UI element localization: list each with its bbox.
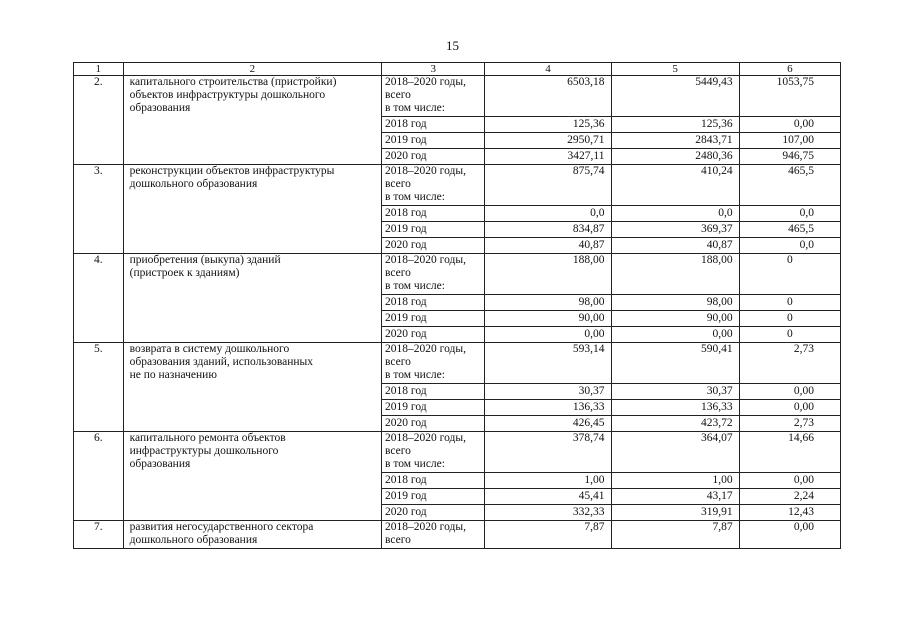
value-col4: 125,36 xyxy=(485,117,611,133)
item-number: 4. xyxy=(74,254,124,343)
value-col4: 0,0 xyxy=(485,206,611,222)
item-description-line: образования зданий, использованных xyxy=(129,356,314,368)
period-cell xyxy=(382,432,485,473)
period-line: всего xyxy=(385,89,411,101)
value-col4: 378,74 xyxy=(485,432,611,473)
item-description xyxy=(123,432,381,521)
item-description-line: капитального строительства (пристройки) xyxy=(129,76,337,88)
value-col6: 2,73 xyxy=(739,416,840,432)
value-col5: 43,17 xyxy=(611,489,739,505)
value-col6: 0,0 xyxy=(739,238,840,254)
item-number: 2. xyxy=(74,76,124,165)
period-cell xyxy=(382,343,485,384)
value-col5: 364,07 xyxy=(611,432,739,473)
value-col6: 12,43 xyxy=(739,505,840,521)
value-col6: 2,73 xyxy=(739,343,840,384)
value-col4: 0,00 xyxy=(485,327,611,343)
column-number: 1 xyxy=(74,63,124,76)
year-label: 2019 год xyxy=(382,222,485,238)
value-col4: 834,87 xyxy=(485,222,611,238)
value-col6: 107,00 xyxy=(739,133,840,149)
item-description-line: дошкольного образования xyxy=(129,534,258,546)
year-label: 2020 год xyxy=(382,149,485,165)
value-col6: 0 xyxy=(739,311,840,327)
column-number: 2 xyxy=(123,63,381,76)
value-col4: 90,00 xyxy=(485,311,611,327)
value-col6: 0,00 xyxy=(739,473,840,489)
year-label: 2020 год xyxy=(382,416,485,432)
period-line: всего xyxy=(385,445,411,457)
period-line: 2018–2020 годы, xyxy=(385,254,466,266)
value-col5: 1,00 xyxy=(611,473,739,489)
table-row xyxy=(74,76,841,117)
value-col6: 0 xyxy=(739,327,840,343)
value-col4: 1,00 xyxy=(485,473,611,489)
value-col5: 136,33 xyxy=(611,400,739,416)
value-col6: 465,5 xyxy=(739,222,840,238)
period-line: в том числе: xyxy=(385,369,445,381)
value-col4: 593,14 xyxy=(485,343,611,384)
period-line: всего xyxy=(385,267,411,279)
period-cell xyxy=(382,254,485,295)
year-label: 2018 год xyxy=(382,295,485,311)
page-number: 15 xyxy=(446,38,459,53)
item-description-line: не по назначению xyxy=(129,369,217,381)
period-line: всего xyxy=(385,356,411,368)
value-col4: 30,37 xyxy=(485,384,611,400)
value-col5: 5449,43 xyxy=(611,76,739,117)
year-label: 2018 год xyxy=(382,117,485,133)
period-line: всего xyxy=(385,178,411,190)
column-number: 5 xyxy=(611,63,739,76)
value-col4: 426,45 xyxy=(485,416,611,432)
value-col4: 45,41 xyxy=(485,489,611,505)
year-label: 2019 год xyxy=(382,489,485,505)
item-description-line: капитального ремонта объектов xyxy=(129,432,286,444)
value-col5: 40,87 xyxy=(611,238,739,254)
value-col4: 7,87 xyxy=(485,521,611,549)
item-number: 6. xyxy=(74,432,124,521)
year-label: 2018 год xyxy=(382,206,485,222)
table-row xyxy=(74,254,841,295)
column-number: 6 xyxy=(739,63,840,76)
period-cell xyxy=(382,521,485,549)
item-description-line: инфраструктуры дошкольного xyxy=(129,445,279,457)
period-line: всего xyxy=(385,534,411,546)
value-col5: 7,87 xyxy=(611,521,739,549)
value-col6: 1053,75 xyxy=(739,76,840,117)
value-col5: 2480,36 xyxy=(611,149,739,165)
year-label: 2018 год xyxy=(382,384,485,400)
column-number-row xyxy=(74,63,841,76)
value-col5: 590,41 xyxy=(611,343,739,384)
value-col5: 319,91 xyxy=(611,505,739,521)
item-description-line: объектов инфраструктуры дошкольного xyxy=(129,89,326,101)
value-col5: 125,36 xyxy=(611,117,739,133)
year-label: 2020 год xyxy=(382,238,485,254)
item-description xyxy=(123,165,381,254)
value-col6: 2,24 xyxy=(739,489,840,505)
value-col4: 2950,71 xyxy=(485,133,611,149)
value-col5: 90,00 xyxy=(611,311,739,327)
financing-table xyxy=(73,62,841,549)
period-line: в том числе: xyxy=(385,280,445,292)
period-line: в том числе: xyxy=(385,191,445,203)
period-line: 2018–2020 годы, xyxy=(385,343,466,355)
period-line: 2018–2020 годы, xyxy=(385,432,466,444)
value-col6: 14,66 xyxy=(739,432,840,473)
value-col5: 423,72 xyxy=(611,416,739,432)
year-label: 2020 год xyxy=(382,505,485,521)
value-col5: 410,24 xyxy=(611,165,739,206)
value-col4: 875,74 xyxy=(485,165,611,206)
value-col6: 0 xyxy=(739,254,840,295)
table-row xyxy=(74,343,841,384)
value-col6: 0,00 xyxy=(739,117,840,133)
value-col4: 98,00 xyxy=(485,295,611,311)
value-col6: 0 xyxy=(739,295,840,311)
year-label: 2019 год xyxy=(382,400,485,416)
item-description-line: возврата в систему дошкольного xyxy=(129,343,290,355)
table-row xyxy=(74,165,841,206)
value-col4: 3427,11 xyxy=(485,149,611,165)
value-col6: 0,00 xyxy=(739,521,840,549)
item-number: 7. xyxy=(74,521,124,549)
item-description-line: образования xyxy=(129,458,191,470)
period-line: 2018–2020 годы, xyxy=(385,76,466,88)
year-label: 2020 год xyxy=(382,327,485,343)
value-col6: 0,0 xyxy=(739,206,840,222)
period-cell xyxy=(382,76,485,117)
value-col4: 6503,18 xyxy=(485,76,611,117)
item-description xyxy=(123,521,381,549)
value-col5: 98,00 xyxy=(611,295,739,311)
value-col6: 465,5 xyxy=(739,165,840,206)
value-col4: 188,00 xyxy=(485,254,611,295)
item-description-line: дошкольного образования xyxy=(129,178,258,190)
item-description-line: развития негосударственного сектора xyxy=(129,521,314,533)
value-col5: 30,37 xyxy=(611,384,739,400)
table-row xyxy=(74,521,841,549)
item-description-line: (пристроек к зданиям) xyxy=(129,267,240,279)
year-label: 2018 год xyxy=(382,473,485,489)
value-col5: 0,0 xyxy=(611,206,739,222)
value-col5: 369,37 xyxy=(611,222,739,238)
value-col5: 0,00 xyxy=(611,327,739,343)
item-description-line: приобретения (выкупа) зданий xyxy=(129,254,281,266)
item-description-line: образования xyxy=(129,102,191,114)
column-number: 3 xyxy=(382,63,485,76)
item-description xyxy=(123,254,381,343)
value-col5: 188,00 xyxy=(611,254,739,295)
value-col6: 946,75 xyxy=(739,149,840,165)
value-col5: 2843,71 xyxy=(611,133,739,149)
period-cell xyxy=(382,165,485,206)
column-number: 4 xyxy=(485,63,611,76)
period-line: в том числе: xyxy=(385,102,445,114)
value-col6: 0,00 xyxy=(739,400,840,416)
value-col4: 332,33 xyxy=(485,505,611,521)
value-col4: 40,87 xyxy=(485,238,611,254)
value-col6: 0,00 xyxy=(739,384,840,400)
table-row xyxy=(74,432,841,473)
item-number: 3. xyxy=(74,165,124,254)
year-label: 2019 год xyxy=(382,311,485,327)
period-line: 2018–2020 годы, xyxy=(385,165,466,177)
item-description-line: реконструкции объектов инфраструктуры xyxy=(129,165,335,177)
item-description xyxy=(123,76,381,165)
value-col4: 136,33 xyxy=(485,400,611,416)
item-description xyxy=(123,343,381,432)
year-label: 2019 год xyxy=(382,133,485,149)
period-line: 2018–2020 годы, xyxy=(385,521,466,533)
period-line: в том числе: xyxy=(385,458,445,470)
item-number: 5. xyxy=(74,343,124,432)
